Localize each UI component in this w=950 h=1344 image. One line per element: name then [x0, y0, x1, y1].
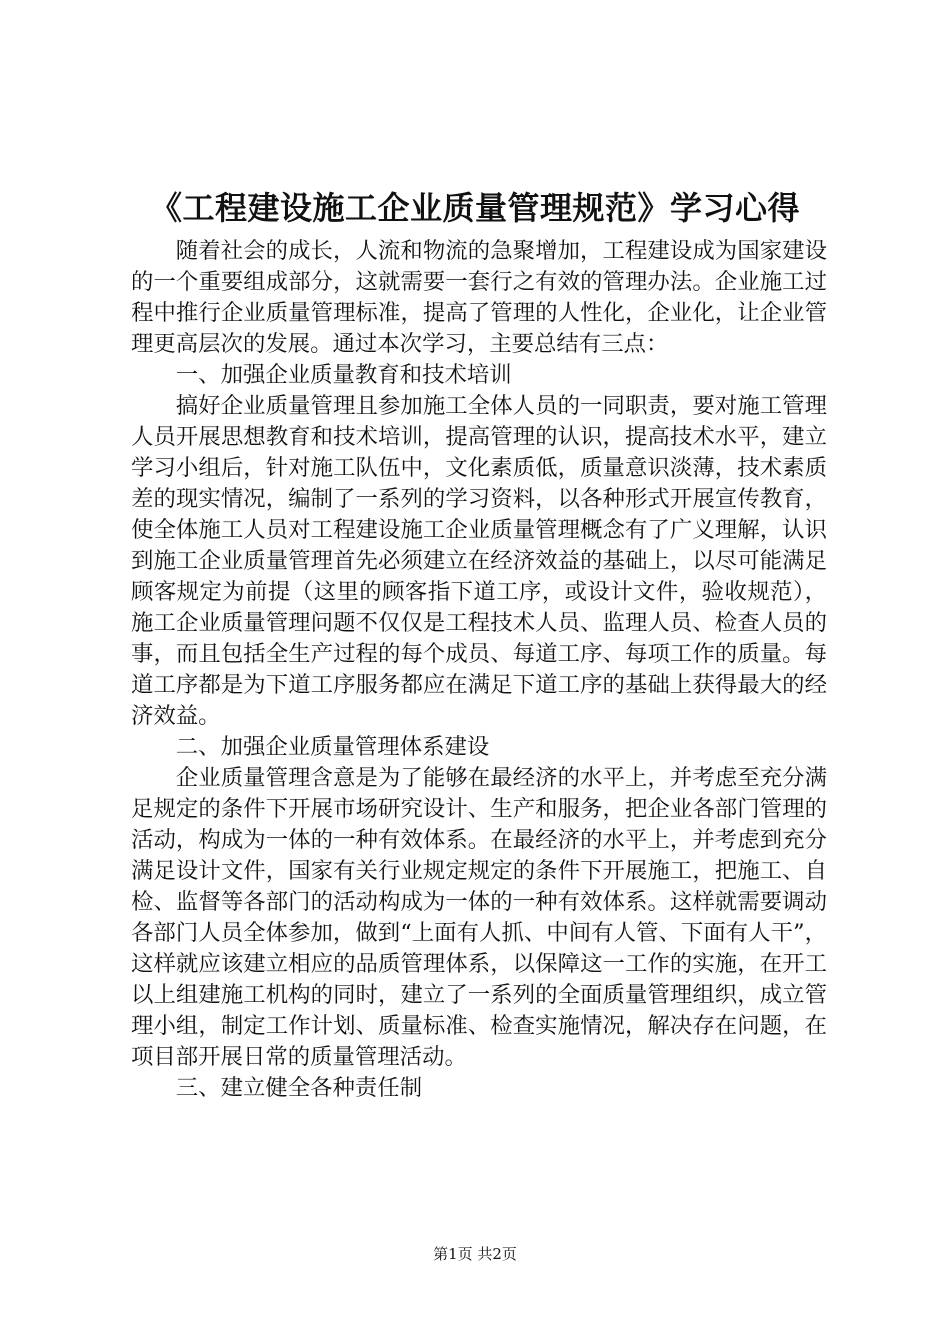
document-body — [131, 236, 827, 1104]
section-heading-2: 二、加强企业质量管理体系建设 — [175, 734, 490, 760]
paragraph-intro: 随着社会的成长，人流和物流的急聚增加，工程建设成为国家建设的一个重要组成部分，这就需要一套行之有效的管理办法。企业施工过程中推行企业质量管理标准，提高了管理的人性化，企业化，让企业管理更高层次的发展。通过本次学习，主要总结有三点： — [131, 238, 827, 357]
page-number-footer: 第1页 共2页 — [433, 1245, 517, 1263]
section-heading-3: 三、建立健全各种责任制 — [175, 1075, 423, 1101]
section-heading-1: 一、加强企业质量教育和技术培训 — [175, 362, 512, 388]
document-title: 《工程建设施工企业质量管理规范》学习心得 — [149, 189, 800, 227]
paragraph-section-1: 搞好企业质量管理且参加施工全体人员的一同职责，要对施工管理人员开展思想教育和技术培训，提高管理的认识，提高技术水平，建立学习小组后，针对施工队伍中，文化素质低，质量意识淡薄，技术素质差的现实情况，编制了一系列的学习资料，以各种形式开展宣传教育，使全体施工人员对工程建设施工企业质量管理概念有了广义理解，认识到施工企业质量管理首先必须建立在经济效益的基础上，以尽可能满足顾客规定为前提（这里的顾客指下道工序，或设计文件，验收规范），施工企业质量管理问题不仅仅是工程技术人员、监理人员、检查人员的事，而且包括全生产过程的每个成员、每道工序、每项工作的质量。每道工序都是为下道工序服务都应在满足下道工序的基础上获得最大的经济效益。 — [131, 393, 827, 729]
paragraph-section-2: 企业质量管理含意是为了能够在最经济的水平上，并考虑至充分满足规定的条件下开展市场研究设计、生产和服务，把企业各部门管理的活动，构成为一体的一种有效体系。在最经济的水平上，并考虑到充分满足设计文件，国家有关行业规定规定的条件下开展施工，把施工、自检、监督等各部门的活动构成为一体的一种有效体系。这样就需要调动各部门人员全体参加，做到“上面有人抓、中间有人管、下面有人干”，这样就应该建立相应的品质管理体系，以保障这一工作的实施，在开工以上组建施工机构的同时，建立了一系列的全面质量管理组织，成立管理小组，制定工作计划、质量标准、检查实施情况，解决存在问题，在项目部开展日常的质量管理活动。 — [131, 765, 827, 1070]
